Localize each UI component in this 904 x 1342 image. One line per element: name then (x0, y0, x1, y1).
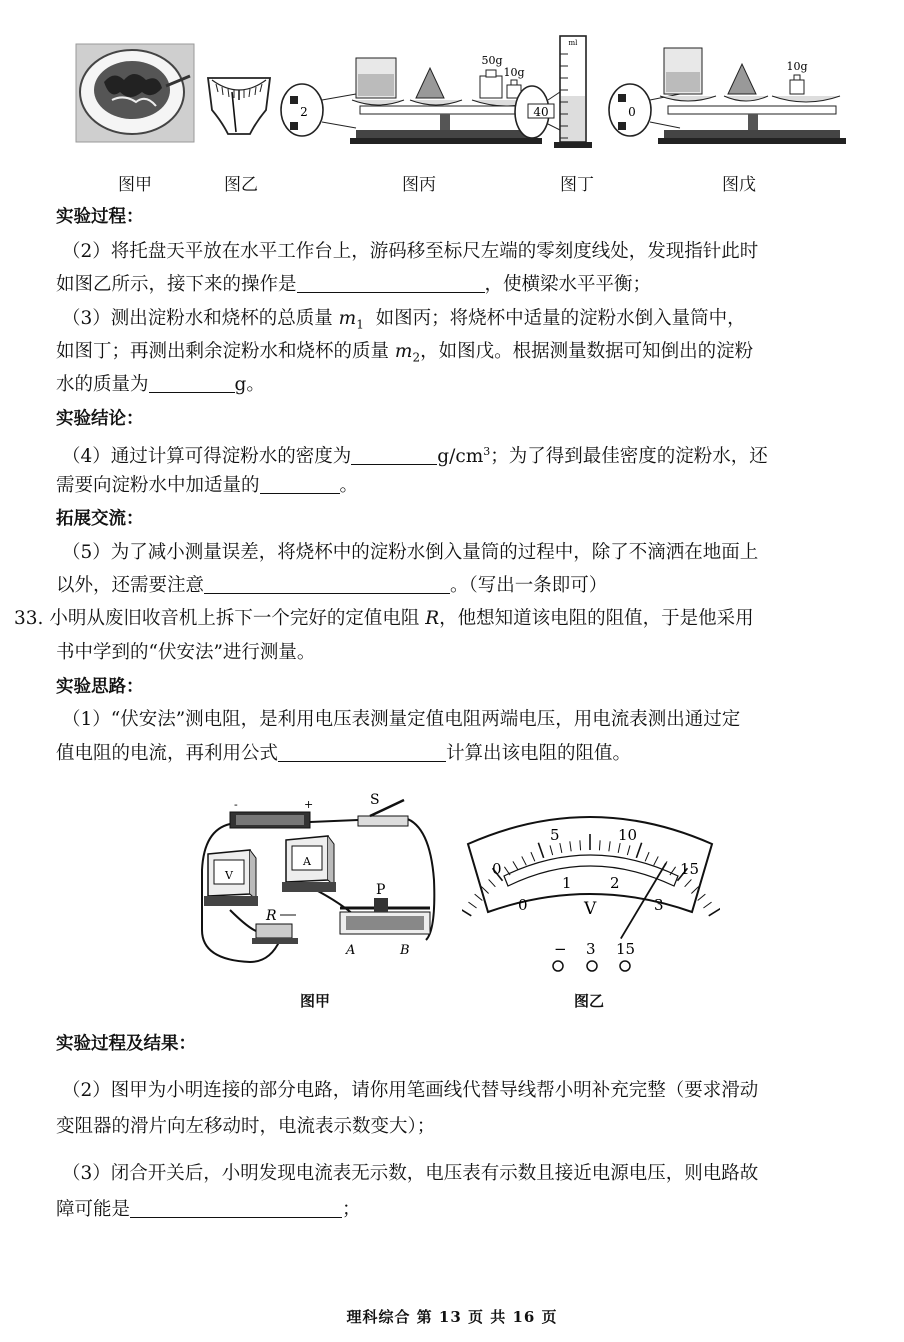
meter-unit: V (584, 899, 597, 919)
terminal-minus: − (554, 940, 567, 958)
inner-tick-1: 1 (562, 874, 572, 892)
caption-jia: 图甲 (118, 175, 152, 195)
bing-weight-10g: 10g (503, 66, 525, 79)
switch-label: S (370, 792, 380, 808)
terminal-15: 15 (616, 940, 636, 958)
ding-unit: ml (568, 39, 578, 47)
svg-text:A: A (303, 855, 311, 868)
q33-q1-line1: （1）“伏安法”测电阻，是利用电压表测量定值电阻两端电压，用电流表测出通过定 (62, 709, 741, 730)
q3-line2: 如图丁；再测出剩余淀粉水和烧杯的质量 $m_2$，如图戊。根据测量数据可知倒出的淀粉 (56, 341, 754, 365)
meter-tick (698, 894, 706, 900)
inner-tick-0: 0 (518, 896, 528, 914)
battery-minus: - (234, 798, 238, 811)
inner-tick-3: 3 (654, 896, 664, 914)
page-footer: 理科综合 第 13 页 共 16 页 (346, 1308, 558, 1326)
q33-q2-line1: （2）图甲为小明连接的部分电路，请你用笔画线代替导线帮小明补充完整（要求滑动 (62, 1080, 759, 1101)
heading-idea: 实验思路： (56, 677, 144, 697)
q3-line3: 水的质量为 g。 (56, 374, 265, 395)
bing-rider-reading: 2 (300, 105, 308, 119)
svg-text:R: R (266, 908, 277, 924)
q4-blank-add[interactable] (260, 473, 340, 494)
figure-yi-dial (208, 78, 270, 134)
meter-tick (709, 907, 720, 915)
end-a-label: A (346, 943, 356, 958)
meter-tick (703, 902, 711, 908)
terminal-3: 3 (586, 940, 596, 958)
q2-line2: 如图乙所示，接下来的操作是 ，使横梁水平平衡； (56, 274, 652, 295)
meter-tick (475, 894, 483, 900)
caption-bing: 图丙 (402, 175, 436, 195)
resistor (252, 908, 298, 944)
outer-tick-15: 15 (680, 860, 700, 878)
ding-reading: 40 (533, 105, 549, 119)
wu-rider-reading: 0 (628, 105, 636, 119)
heading-expansion: 拓展交流： (56, 509, 144, 529)
meter-tick (468, 902, 476, 908)
q33-q3-line2: 障可能是 ； (56, 1199, 361, 1220)
terminal-15-post[interactable] (620, 961, 630, 971)
caption-ding: 图丁 (560, 175, 594, 195)
inner-tick-2: 2 (610, 874, 620, 892)
heading-process-result: 实验过程及结果： (56, 1034, 196, 1054)
meter-figure (462, 800, 720, 980)
figure-jia-photo (76, 44, 194, 142)
circuit-figure (190, 790, 450, 975)
figure-bing-balance (281, 54, 542, 144)
svg-text:V: V (225, 869, 233, 882)
meter-tick (599, 840, 600, 850)
caption-circuit: 图甲 (300, 992, 331, 1010)
q2-line1: （2）将托盘天平放在水平工作台上，游码移至标尺左端的零刻度线处，发现指针此时 (62, 241, 759, 262)
figure-ding-cylinder (515, 36, 592, 148)
terminal-3-post[interactable] (587, 961, 597, 971)
battery-plus: + (304, 798, 314, 811)
rheostat (340, 882, 430, 958)
q33-q3-line1: （3）闭合开关后，小明发现电流表无示数，电压表有示数且接近电源电压，则电路故 (62, 1163, 759, 1184)
q3-blank[interactable] (149, 372, 235, 393)
q4-line1: （4）通过计算可得淀粉水的密度为 $g/cm^3$；为了得到最佳密度的淀粉水，还 (62, 445, 768, 468)
meter-tick (580, 840, 581, 850)
heading-conclusion: 实验结论： (56, 409, 144, 429)
q33-q1-blank[interactable] (278, 741, 446, 762)
q2-blank[interactable] (297, 272, 485, 293)
slider-label: P (376, 882, 386, 898)
q33-q3-blank[interactable] (130, 1197, 342, 1218)
q3-line1: （3）测出淀粉水和烧杯的总质量 $m_1$ 如图丙；将烧杯中适量的淀粉水倒入量筒中， (62, 308, 746, 332)
outer-tick-0: 0 (492, 860, 502, 878)
outer-tick-5: 5 (550, 826, 560, 844)
outer-tick-10: 10 (618, 826, 638, 844)
q4-line2: 需要向淀粉水中加适量的 。 (56, 475, 359, 496)
voltmeter (204, 850, 258, 906)
q5-blank[interactable] (204, 573, 450, 594)
q33-q2-line2: 变阻器的滑片向左移动时，电流表示数变大）； (56, 1116, 436, 1137)
ammeter (282, 836, 336, 892)
terminal-minus-post[interactable] (553, 961, 563, 971)
meter-tick (462, 907, 471, 915)
caption-wu: 图戊 (722, 175, 756, 195)
q33-line2: 书中学到的“伏安法”进行测量。 (56, 642, 316, 663)
q5-line1: （5）为了减小测量误差，将烧杯中的淀粉水倒入量筒的过程中，除了不滴洒在地面上 (62, 542, 759, 563)
q4-blank-density[interactable] (351, 444, 437, 465)
caption-yi: 图乙 (224, 175, 258, 195)
q33-line1: 33. 小明从废旧收音机上拆下一个完好的定值电阻 R，他想知道该电阻的阻值，于是他采用 (14, 608, 754, 629)
caption-meter: 图乙 (574, 992, 605, 1010)
end-b-label: B (400, 943, 410, 958)
q33-number: 33. (14, 608, 44, 629)
heading-process: 实验过程： (56, 207, 144, 227)
q33-q1-line2: 值电阻的电流，再利用公式 计算出该电阻的阻值。 (56, 743, 632, 764)
figure-wu-balance (609, 48, 846, 144)
bing-weight-50g: 50g (481, 54, 503, 67)
top-figures (60, 30, 850, 170)
wu-weight-10g: 10g (786, 60, 808, 73)
q5-line2: 以外，还需要注意 。（写出一条即可） (56, 575, 608, 596)
